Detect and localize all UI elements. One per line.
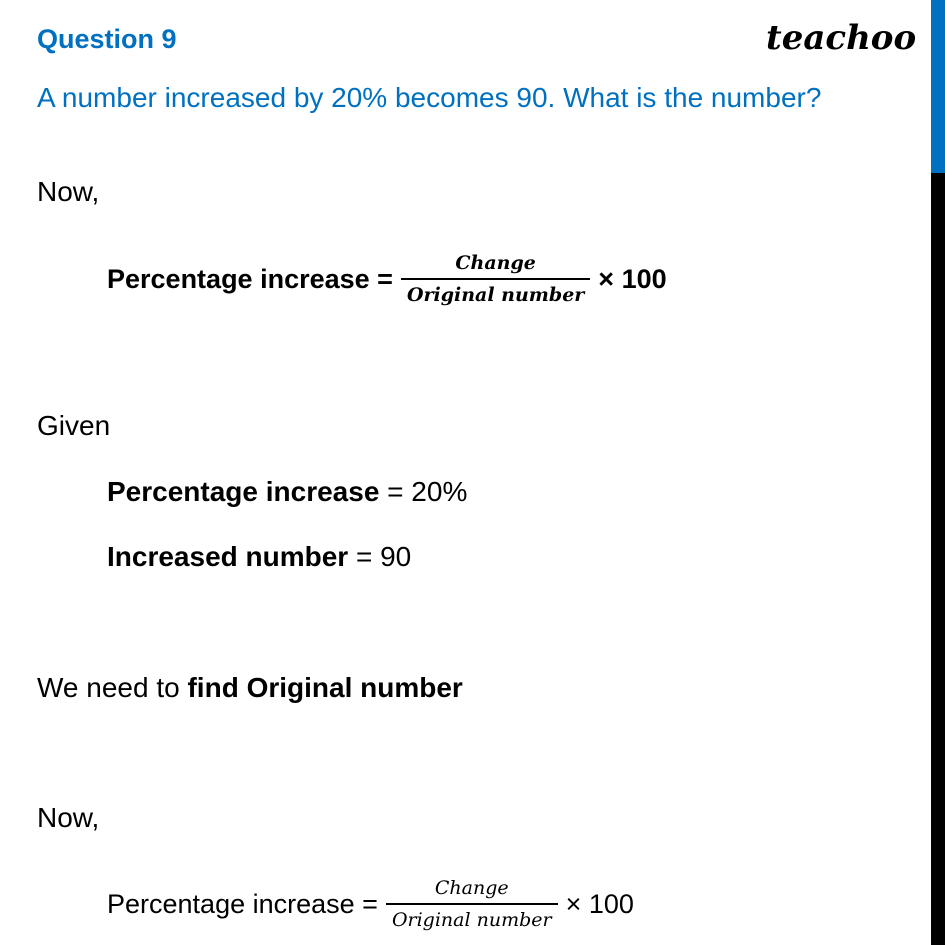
- formula-percentage-increase: [107, 877, 634, 931]
- given-item-value: = 20%: [379, 476, 468, 507]
- formula-rhs: × 100: [598, 263, 667, 294]
- fraction-denominator: Original number: [401, 278, 590, 306]
- fraction-numerator: Change: [455, 252, 536, 274]
- question-label: Question 9: [37, 24, 177, 54]
- fraction: [386, 877, 558, 931]
- now-label-1: Now,: [37, 176, 100, 207]
- side-accent-bar-black: [931, 173, 945, 945]
- given-percentage-increase: [107, 476, 467, 508]
- formula-lhs: Percentage increase =: [107, 888, 378, 919]
- given-item-label: Increased number: [107, 541, 349, 572]
- formula-rhs: × 100: [565, 888, 634, 919]
- need-to-find: [37, 672, 463, 704]
- fraction-denominator: Original number: [386, 903, 558, 931]
- side-accent-bar-blue: [931, 0, 945, 173]
- given-label: Given: [37, 410, 111, 441]
- teachoo-logo: teachoo: [766, 18, 917, 58]
- fraction-numerator: Change: [434, 877, 509, 899]
- formula-lhs: Percentage increase =: [107, 263, 393, 294]
- question-text: A number increased by 20% becomes 90. What is the number?: [37, 82, 822, 113]
- need-prefix: We need to: [37, 672, 188, 703]
- fraction: [401, 252, 590, 306]
- given-item-value: = 90: [348, 541, 412, 572]
- need-target: find Original number: [187, 672, 463, 703]
- given-item-label: Percentage increase: [107, 476, 380, 507]
- formula-percentage-increase-bold: [107, 252, 667, 306]
- given-increased-number: [107, 541, 411, 573]
- now-label-2: Now,: [37, 802, 100, 833]
